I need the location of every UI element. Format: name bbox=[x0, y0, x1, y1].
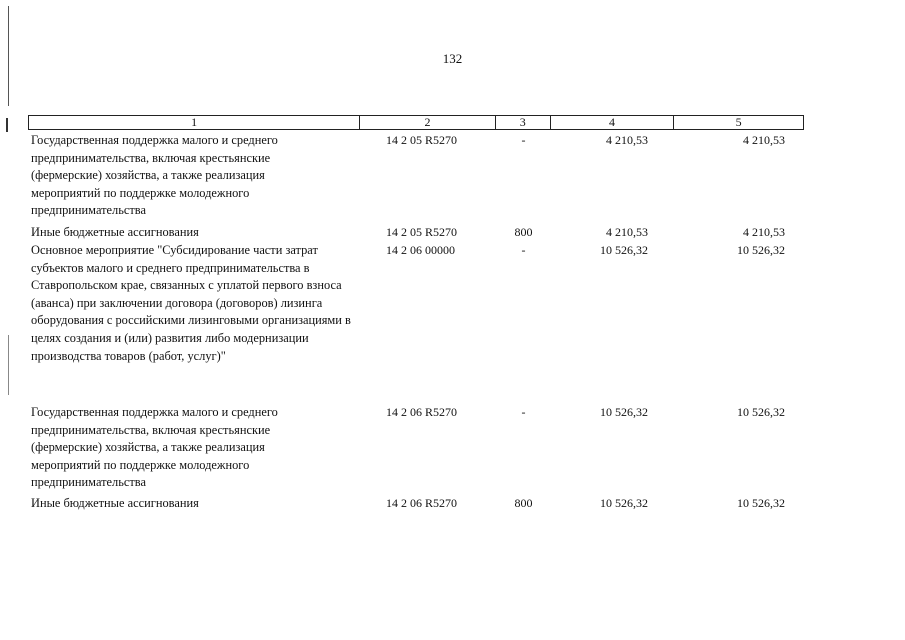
row-type: 800 bbox=[514, 225, 533, 239]
row-value-4: 10 526,32 bbox=[600, 243, 648, 257]
column-header-1: 1 bbox=[29, 116, 360, 129]
table-row bbox=[28, 132, 804, 220]
row-code: 14 2 06 00000 bbox=[386, 243, 455, 257]
table-row bbox=[28, 242, 804, 365]
column-header-4: 4 bbox=[551, 116, 675, 129]
row-code: 14 2 05 R5270 bbox=[386, 133, 458, 147]
row-code: 14 2 05 R5270 bbox=[386, 225, 458, 239]
row-value-5: 4 210,53 bbox=[743, 133, 785, 147]
row-value-4: 4 210,53 bbox=[606, 225, 648, 239]
scan-edge-line bbox=[8, 335, 9, 395]
row-type: - bbox=[521, 405, 526, 419]
row-value-4: 10 526,32 bbox=[600, 405, 648, 419]
row-value-5: 10 526,32 bbox=[737, 405, 785, 419]
row-name: Иные бюджетные ассигнования bbox=[31, 496, 199, 510]
column-header-2: 2 bbox=[360, 116, 496, 129]
table-header bbox=[28, 115, 804, 130]
row-value-4: 4 210,53 bbox=[606, 133, 648, 147]
row-type: - bbox=[521, 133, 526, 147]
table-row bbox=[28, 495, 804, 513]
row-type: - bbox=[521, 243, 526, 257]
row-value-5: 10 526,32 bbox=[737, 496, 785, 510]
row-name: Государственная поддержка малого и среднего предпринимательства, включая крестьянские (фермерские) хозяйства, а также реализация мероприятий по поддержке молодежного предпринимательства bbox=[31, 405, 278, 490]
table-row bbox=[28, 404, 804, 492]
column-header-5: 5 bbox=[735, 115, 742, 129]
row-type: 800 bbox=[514, 496, 533, 510]
row-code: 14 2 06 R5270 bbox=[386, 496, 458, 510]
column-header-3: 3 bbox=[496, 116, 551, 129]
scan-mark bbox=[6, 118, 8, 132]
page-number: 132 bbox=[442, 51, 463, 66]
row-value-4: 10 526,32 bbox=[600, 496, 648, 510]
row-code: 14 2 06 R5270 bbox=[386, 405, 458, 419]
row-name: Государственная поддержка малого и среднего предпринимательства, включая крестьянские (фермерские) хозяйства, а также реализация мероприятий по поддержке молодежного предпринимательства bbox=[31, 133, 278, 218]
row-name: Иные бюджетные ассигнования bbox=[31, 225, 199, 239]
table-row bbox=[28, 224, 804, 242]
row-value-5: 4 210,53 bbox=[743, 225, 785, 239]
row-value-5: 10 526,32 bbox=[737, 243, 785, 257]
row-name: Основное мероприятие "Субсидирование части затрат субъектов малого и среднего предпринимательства в Ставропольском крае, связанных с уплатой первого взноса (аванса) при заключении договора (договоров) лизинга оборудования с российскими лизинговыми организациями в целях создания и (или) развития либо модернизации производства товаров (работ, услуг)" bbox=[31, 243, 351, 363]
